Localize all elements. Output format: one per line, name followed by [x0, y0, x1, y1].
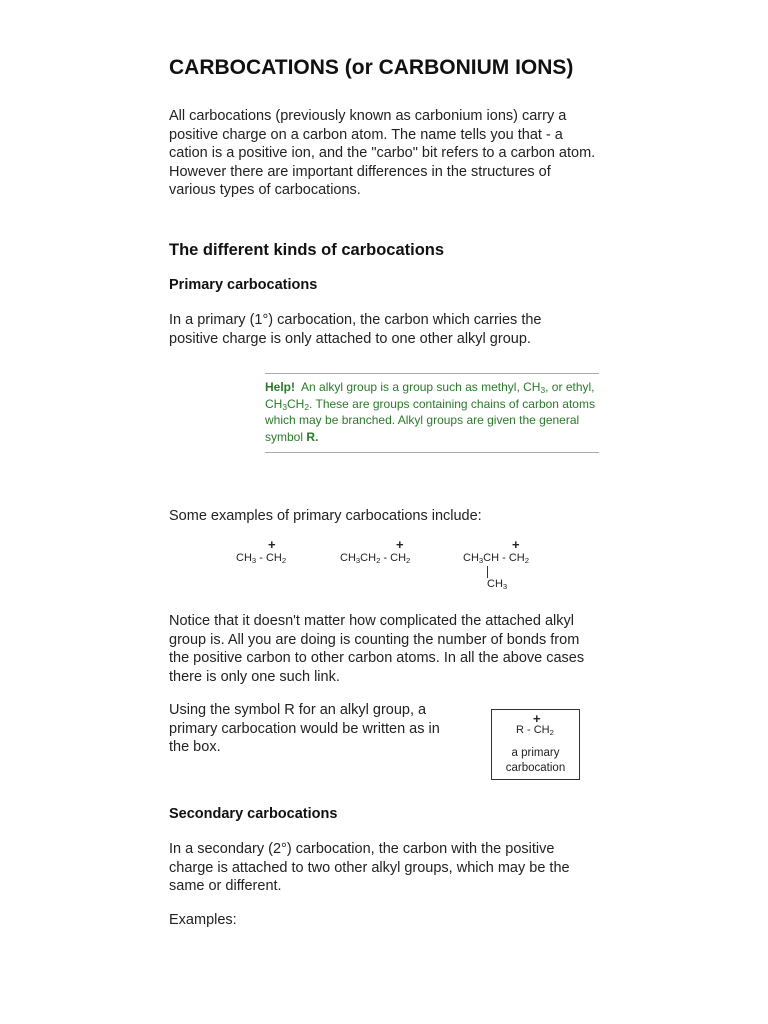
- notice-paragraph: Notice that it doesn't matter how complicated the attached alkyl group is. All you are doing is counting the number of bonds from the positive carbon to other carbon atoms. In all the above cases there is only one such link.: [169, 613, 585, 685]
- examples-intro: Some examples of primary carbocations include:: [169, 508, 482, 524]
- help-sub-b: 3: [282, 401, 288, 412]
- formula-sub: 2: [281, 556, 287, 565]
- secondary-heading: Secondary carbocations: [169, 806, 338, 822]
- box-formula: [516, 724, 554, 736]
- example-formula: [236, 552, 286, 564]
- charge-symbol: +: [268, 537, 276, 552]
- formula-part: - CH: [380, 552, 407, 564]
- help-text-d: . These are groups containing chains of carbon atoms which may be branched. Alkyl groups are given the general symbol: [265, 396, 595, 444]
- section-heading: The different kinds of carbocations: [169, 241, 445, 259]
- formula-sub: 2: [524, 556, 530, 565]
- example-formula: [340, 552, 410, 564]
- primary-definition: In a primary (1°) carbocation, the carbon which carries the positive charge is only attached to one other alkyl group.: [169, 312, 542, 347]
- formula-part: - CH: [256, 552, 282, 564]
- formula-sub: 2: [376, 556, 381, 565]
- formula-part: CH: [487, 578, 503, 590]
- formula-part: CH: [236, 552, 252, 564]
- page-title: CARBOCATIONS (or CARBONIUM IONS): [169, 56, 574, 79]
- branch-formula: [487, 578, 507, 590]
- formula-sub: 2: [549, 728, 554, 737]
- branch-bond: [487, 566, 488, 578]
- help-sub-a: 3: [540, 385, 546, 395]
- help-text-b: , or ethyl, CH: [265, 380, 595, 411]
- box-caption-line1: a primary: [511, 747, 560, 759]
- formula-sub: 3: [478, 556, 484, 565]
- formula-sub: 3: [355, 556, 361, 565]
- charge-symbol: +: [512, 537, 520, 552]
- help-text-c: CH: [287, 396, 305, 411]
- help-symbol: R.: [306, 429, 319, 444]
- box-caption-line2: carbocation: [505, 762, 566, 774]
- formula-part: CH - CH: [483, 552, 525, 564]
- formula-sub: 2: [406, 556, 411, 565]
- symbol-paragraph: Using the symbol R for an alkyl group, a primary carbocation would be written as in the box.: [169, 702, 440, 756]
- formula-sub: 3: [502, 582, 508, 591]
- formula-part: CH: [463, 552, 479, 564]
- charge-symbol: +: [533, 711, 541, 726]
- formula-sub: 3: [251, 556, 257, 565]
- help-note: [265, 373, 599, 453]
- secondary-definition: In a secondary (2°) carbocation, the carbon with the positive charge is attached to two other alkyl groups, which may be the same or different.: [169, 841, 570, 895]
- example-formula: [463, 552, 529, 564]
- primary-heading: Primary carbocations: [169, 277, 318, 293]
- formula-part: CH: [360, 552, 377, 564]
- help-sub-c: 2: [304, 401, 310, 412]
- formula-part: R - CH: [516, 724, 550, 736]
- charge-symbol: +: [396, 537, 404, 552]
- examples-label: Examples:: [169, 912, 237, 928]
- help-label: Help!: [265, 380, 295, 394]
- help-text-a: An alkyl group is a group such as methyl, CH: [301, 380, 541, 394]
- primary-carbocation-box: [491, 709, 580, 780]
- formula-part: CH: [340, 552, 356, 564]
- intro-paragraph: All carbocations (previously known as carbonium ions) carry a positive charge on a carbon atom. The name tells you that - a cation is a positive ion, and the "carbo" bit refers to a carbon atom. However there are important differences in the structures of various types of carbocations.: [169, 108, 596, 199]
